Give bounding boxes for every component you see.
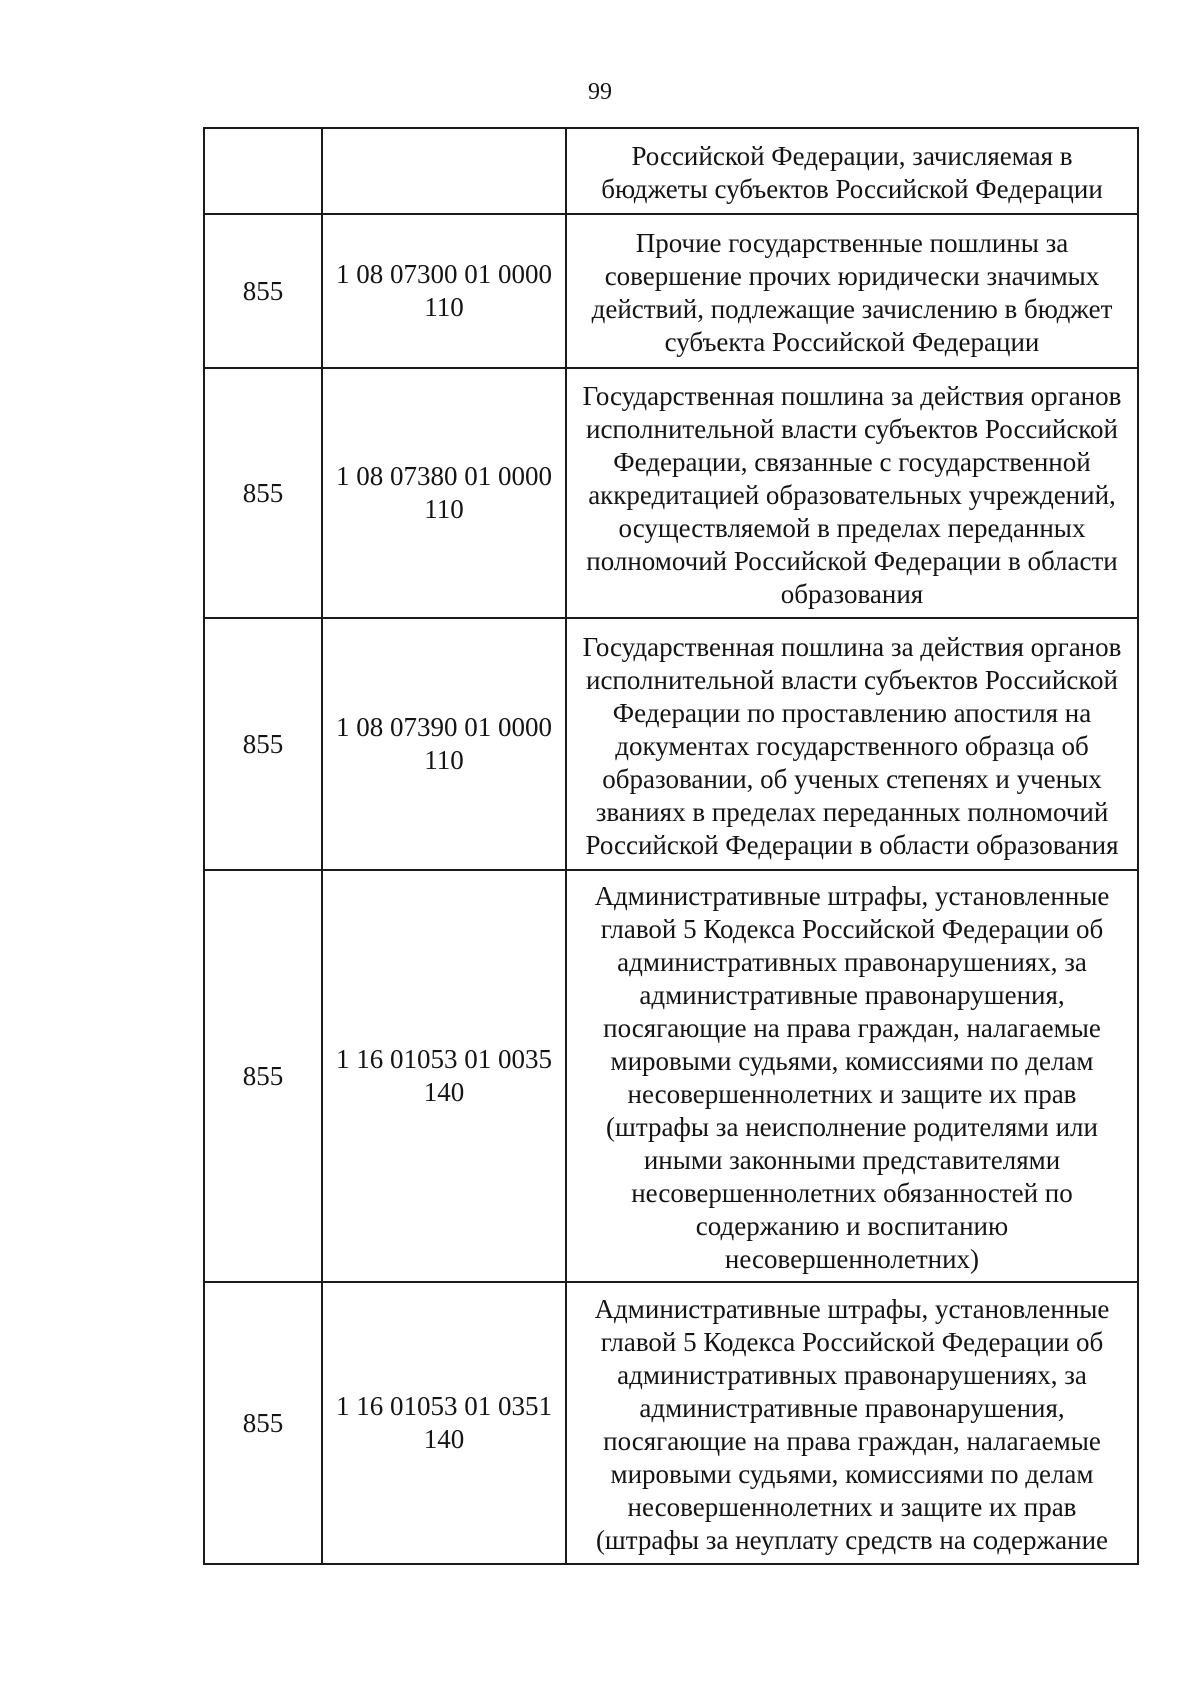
table-row <box>204 368 1138 618</box>
kbk-code-cell: 1 08 07300 01 0000 110 <box>322 214 566 368</box>
revenue-name-cell: Прочие государственные пошлины за совершение прочих юридически значимых действий, подлежащие зачислению в бюджет субъекта Российской Федерации <box>566 214 1138 368</box>
kbk-code-cell: 1 08 07390 01 0000 110 <box>322 618 566 870</box>
admin-code-cell: 855 <box>204 214 322 368</box>
kbk-code-cell: 1 08 07380 01 0000 110 <box>322 368 566 618</box>
revenue-name-cell: Административные штрафы, установленные главой 5 Кодекса Российской Федерации об административных правонарушениях, за административные правонарушения, посягающие на права граждан, налагаемые мировыми судьями, комиссиями по делам несовершеннолетних и защите их прав (штрафы за неуплату средств на содержание <box>566 1282 1138 1564</box>
revenue-classification-table <box>203 127 1139 1565</box>
admin-code-cell: 855 <box>204 618 322 870</box>
page-number: 99 <box>588 79 612 105</box>
kbk-code-cell: 1 16 01053 01 0035 140 <box>322 870 566 1282</box>
table-row <box>204 128 1138 214</box>
kbk-code-cell: 1 16 01053 01 0351 140 <box>322 1282 566 1564</box>
table-row <box>204 1282 1138 1564</box>
revenue-name-cell: Государственная пошлина за действия органов исполнительной власти субъектов Российской Федерации, связанные с государственной аккредитацией образовательных учреждений, осуществляемой в пределах переданных полномочий Российской Федерации в области образования <box>566 368 1138 618</box>
revenue-name-cell: Государственная пошлина за действия органов исполнительной власти субъектов Российской Федерации по проставлению апостиля на документах государственного образца об образовании, об ученых степенях и ученых званиях в пределах переданных полномочий Российской Федерации в области образования <box>566 618 1138 870</box>
admin-code-cell: 855 <box>204 870 322 1282</box>
kbk-code-cell <box>322 128 566 214</box>
table-row <box>204 214 1138 368</box>
revenue-name-cell: Российской Федерации, зачисляемая в бюджеты субъектов Российской Федерации <box>566 128 1138 214</box>
table-row <box>204 618 1138 870</box>
admin-code-cell <box>204 128 322 214</box>
admin-code-cell: 855 <box>204 1282 322 1564</box>
revenue-name-cell: Административные штрафы, установленные главой 5 Кодекса Российской Федерации об административных правонарушениях, за административные правонарушения, посягающие на права граждан, налагаемые мировыми судьями, комиссиями по делам несовершеннолетних и защите их прав (штрафы за неисполнение родителями или иными законными представителями несовершеннолетних обязанностей по содержанию и воспитанию несовершеннолетних) <box>566 870 1138 1282</box>
table-row <box>204 870 1138 1282</box>
admin-code-cell: 855 <box>204 368 322 618</box>
